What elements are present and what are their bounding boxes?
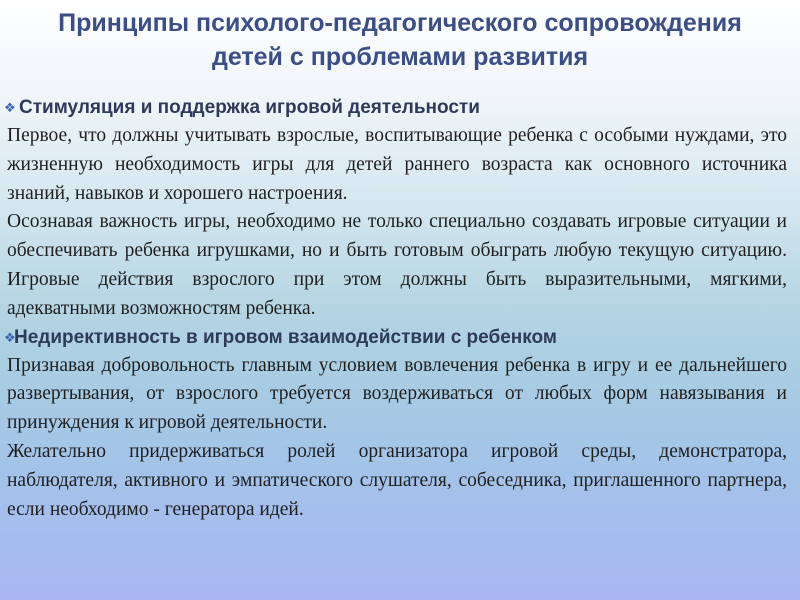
section-heading-nondirective [4,324,787,352]
section-heading-text: Недирективность в игровом взаимодействии с ребенком [14,326,557,348]
diamond-icon: ❖ [4,329,16,345]
page-title-line-1: Принципы психолого-педагогического сопровождения [58,9,742,37]
section-heading-text: Стимуляция и поддержка игровой деятельности [19,97,480,118]
diamond-icon: ❖ [4,100,16,115]
paragraph: Признавая добровольность главным условием вовлечения ребенка в игру и ее дальнейшего развертывания, от взрослого требуется воздерживаться от любых форм навязывания и принуждения к игровой деятельности. [7,354,787,434]
page-title [0,6,800,74]
paragraph: Осознавая важность игры, необходимо не только специально создавать игровые ситуации и обеспечивать ребенка игрушками, но и быть готовым обыграть любую текущую ситуацию. Игровые действия взрослого при этом должны быть выразительными, мягкими, адекватными возможностям ребенка. [7,211,787,319]
slide-content [4,94,787,524]
paragraph: Желательно придерживаться ролей организатора игровой среды, демонстратора, наблюдателя, активного и эмпатического слушателя, собеседника, приглашенного партнера, если необходимо - генератора идей. [7,440,787,520]
page-title-line-2: детей с проблемами развития [211,43,589,71]
section-heading-stimulation [4,94,787,122]
paragraph: Первое, что должны учитывать взрослые, воспитывающие ребенка с особыми нуждами, это жизненную необходимость игры для детей раннего возраста как основного источника знаний, навыков и хорошего настроения. [7,125,787,204]
